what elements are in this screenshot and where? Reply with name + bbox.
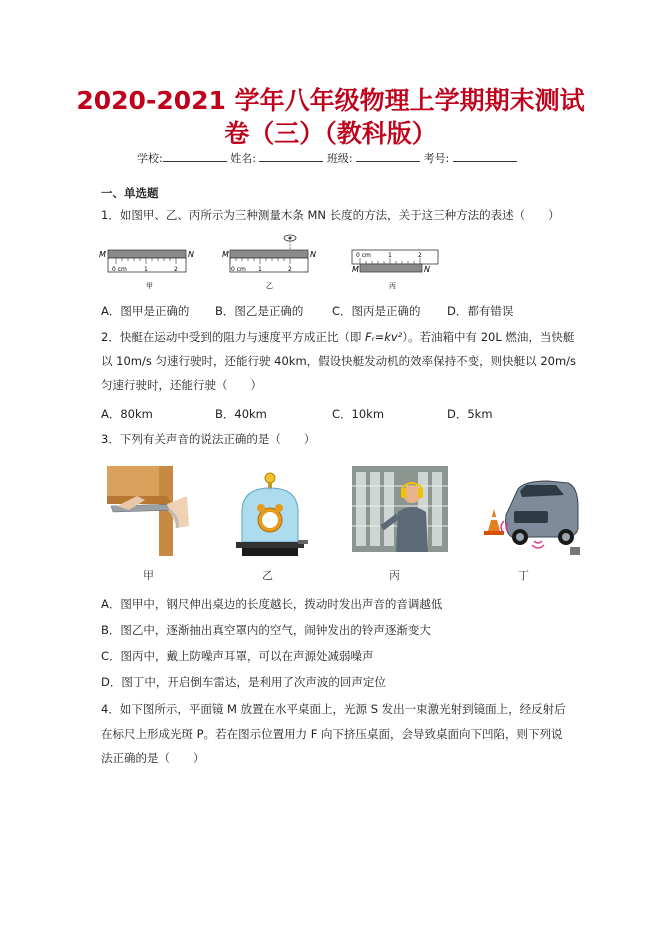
label-M: M [99,250,106,259]
q4-line1: 4．如下图所示，平面镜 M 放置在水平桌面上，光源 S 发出一束激光射到镜面上，经反射后 [101,702,566,716]
q1-option-b[interactable]: B．图乙是正确的 [215,304,304,318]
school-field[interactable] [163,150,227,162]
photo-ruler-on-desk [107,466,191,556]
class-field[interactable] [356,150,420,162]
photo-bell-jar [232,470,308,558]
figure-caption: 甲 [146,282,153,290]
tick-0: 0 cm [231,266,246,273]
page-title-line1: 2020-2021 学年八年级物理上学期期末测试 [76,86,585,115]
section-heading: 一、单选题 [101,186,159,200]
ruler-figure-jia [98,240,198,292]
tick-2: 2 [418,252,422,259]
ruler-figure-yi [222,230,322,292]
tick-2: 2 [174,266,178,273]
photo-caption-ding: 丁 [518,569,529,582]
school-label: 学校: [137,152,163,165]
label-N: N [188,250,194,259]
photo-caption-jia: 甲 [143,569,154,582]
wood-strip [108,250,186,258]
q4-line2: 在标尺上形成光斑 P。若在图示位置用力 F 向下挤压桌面，会导致桌面向下凹陷，则下列说 [101,727,563,741]
tick-0: 0 cm [112,266,127,273]
q3-option-a[interactable]: A．图甲中，钢尺伸出桌边的长度越长，拨动时发出声音的音调越低 [101,597,443,611]
label-N: N [424,265,430,274]
name-label: 姓名: [230,152,256,165]
wood-strip [360,264,422,272]
q2-line1-start: 2．快艇在运动中受到的阻力与速度平方成正比（即 [101,330,365,344]
q2-option-b[interactable]: B．40km [215,407,267,421]
label-M: M [352,265,359,274]
q2-option-c[interactable]: C．10km [332,407,385,421]
q2-line1-end: ）。若油箱中有 20L 燃油，当快艇 [402,330,575,344]
q2-line2: 以 10m/s 匀速行驶时，还能行驶 40km，假设快艇发动机的效率保持不变，则快艇以 20m/s [101,354,577,368]
tick-1: 1 [258,266,262,273]
label-M: M [222,250,229,259]
ruler-figure-bing [342,246,442,292]
photo-caption-yi: 乙 [262,569,273,582]
name-field[interactable] [259,150,323,162]
q4-line3: 法正确的是（ ） [101,751,205,765]
q3-stem: 3．下列有关声音的说法正确的是（ ） [101,432,316,446]
q2-line3: 匀速行驶时，还能行驶（ ） [101,378,262,392]
number-field[interactable] [453,150,517,162]
q2-option-a[interactable]: A．80km [101,407,153,421]
q3-option-b[interactable]: B．图乙中，逐渐抽出真空罩内的空气，闹钟发出的铃声逐渐变大 [101,623,431,637]
wood-strip [230,250,308,258]
number-label: 考号: [423,152,450,165]
q2-formula: Fᵣ=kv² [364,330,403,344]
label-N: N [310,250,316,259]
student-info-line [137,150,517,166]
q1-option-a[interactable]: A．图甲是正确的 [101,304,190,318]
tick-2: 2 [288,266,292,273]
q2-line1 [101,329,574,345]
q3-option-d[interactable]: D．图丁中，开启倒车雷达，是利用了次声波的回声定位 [101,675,386,689]
q1-option-c[interactable]: C．图丙是正确的 [332,304,421,318]
photo-car-reverse-radar [478,467,582,555]
q2-option-d[interactable]: D．5km [447,407,493,421]
figure-caption: 丙 [389,282,396,290]
class-label: 班级: [326,152,353,165]
q1-stem: 1．如图甲、乙、丙所示为三种测量木条 MN 长度的方法，关于这三种方法的表述（ ） [101,208,560,222]
q1-option-d[interactable]: D．都有错误 [447,304,514,318]
photo-caption-bing: 丙 [389,569,400,582]
tick-1: 1 [144,266,148,273]
photo-worker-earmuffs [352,466,448,552]
q3-option-c[interactable]: C．图丙中，戴上防噪声耳罩，可以在声源处减弱噪声 [101,649,374,663]
tick-1: 1 [388,252,392,259]
figure-caption: 乙 [266,282,273,290]
tick-0: 0 cm [356,252,371,259]
page-title-line2: 卷（三）（教科版） [224,119,437,148]
